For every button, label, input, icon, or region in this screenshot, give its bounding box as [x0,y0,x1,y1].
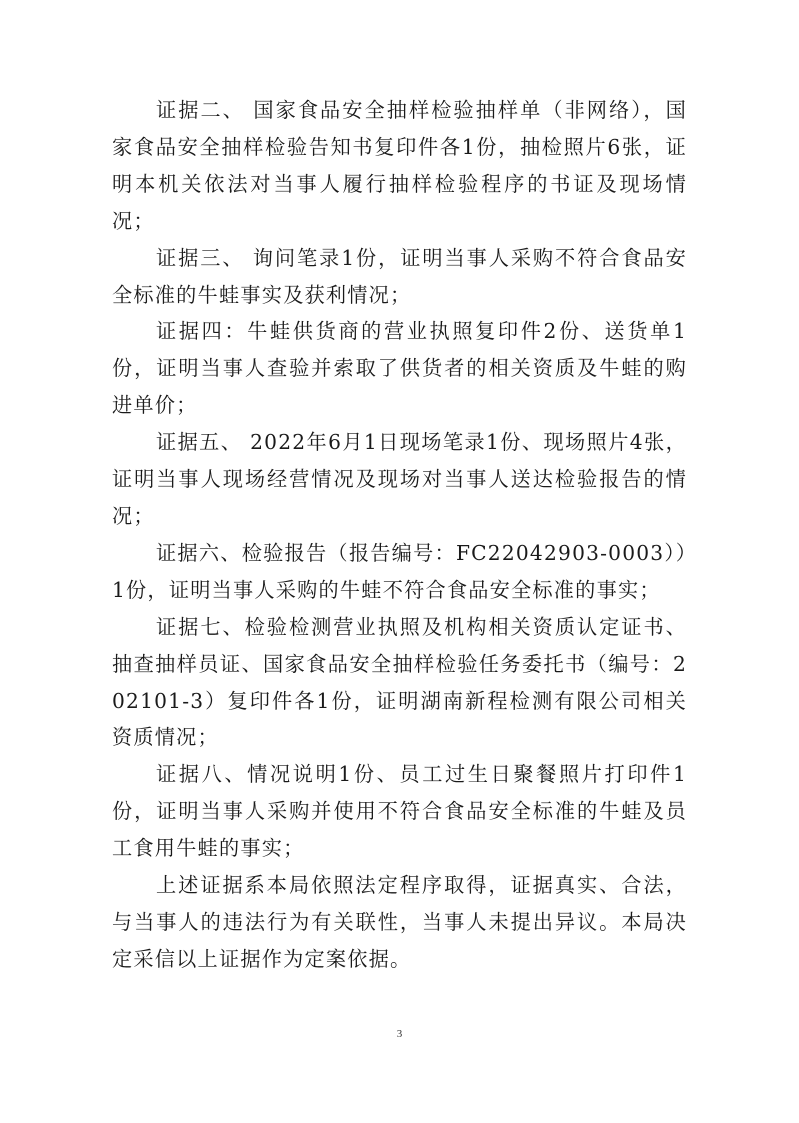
evidence-paragraph-2: 证据二、 国家食品安全抽样检验抽样单（非网络），国家食品安全抽样检验告知书复印件各1份，抽检照片6张，证明本机关依法对当事人履行抽样检验程序的书证及现场情况； [112,98,687,233]
evidence-paragraph-7: 证据七、检验检测营业执照及机构相关资质认定证书、抽查抽样员证、国家食品安全抽样检验任务委托书（编号：202101-3）复印件各1份，证明湖南新程检测有限公司相关资质情况； [112,614,687,750]
evidence-paragraph-8: 证据八、情况说明1份、员工过生日聚餐照片打印件1份，证明当事人采购并使用不符合食品安全标准的牛蛙及员工食用牛蛙的事实； [112,762,687,861]
evidence-paragraph-5: 证据五、 2022年6月1日现场笔录1份、现场照片4张，证明当事人现场经营情况及现场对当事人送达检验报告的情况； [112,430,687,528]
document-body [112,92,687,978]
evidence-conclusion-paragraph: 上述证据系本局依照法定程序取得，证据真实、合法，与当事人的违法行为有关联性，当事人未提出异议。本局决定采信以上证据作为定案依据。 [112,873,687,971]
evidence-paragraph-6: 证据六、检验报告（报告编号：FC22042903-0003））1份，证明当事人采购的牛蛙不符合食品安全标准的事实； [112,540,687,602]
evidence-paragraph-4: 证据四：牛蛙供货商的营业执照复印件2份、送货单1份，证明当事人查验并索取了供货者的相关资质及牛蛙的购进单价； [112,319,687,418]
evidence-paragraph-3: 证据三、 询问笔录1份，证明当事人采购不符合食品安全标准的牛蛙事实及获利情况； [112,245,687,307]
page-number: 3 [396,1028,403,1040]
